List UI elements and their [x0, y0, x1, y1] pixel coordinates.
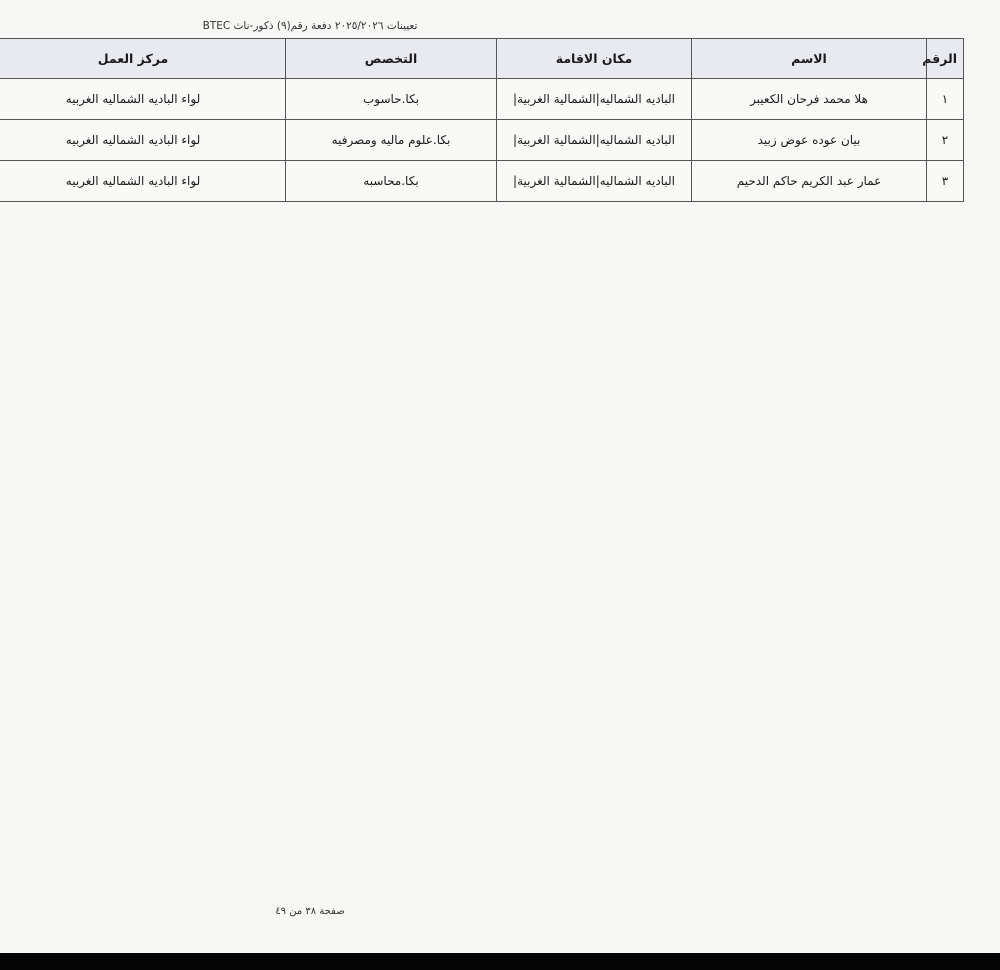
header-name: الاسم — [692, 39, 927, 79]
cell-specialization: بكا.علوم ماليه ومصرفيه — [286, 120, 497, 161]
cell-residence: الباديه الشماليه|الشمالية الغربية| — [497, 120, 692, 161]
table-row — [0, 120, 964, 161]
cell-residence: الباديه الشماليه|الشمالية الغربية| — [497, 79, 692, 120]
cell-work-center: لواء الباديه الشماليه الغربيه — [0, 161, 286, 202]
cell-number: ٣ — [927, 161, 964, 202]
cell-name: بيان عوده عوض زبيد — [692, 120, 927, 161]
cell-work-center: لواء الباديه الشماليه الغربيه — [0, 120, 286, 161]
header-residence: مكان الاقامة — [497, 39, 692, 79]
cell-number: ٢ — [927, 120, 964, 161]
cell-specialization: بكا.محاسبه — [286, 161, 497, 202]
header-number: الرقم — [927, 39, 964, 79]
document-title: تعيينات ٢٠٢٥/٢٠٢٦ دفعة رقم(٩) ذكور-ناث BTEC — [202, 20, 418, 32]
cell-name: عمار عبد الكريم حاكم الدحيم — [692, 161, 927, 202]
table-row — [0, 161, 964, 202]
cell-residence: الباديه الشماليه|الشمالية الغربية| — [497, 161, 692, 202]
cell-work-center: لواء الباديه الشماليه الغربيه — [0, 79, 286, 120]
header-work-center: مركز العمل — [0, 39, 286, 79]
page-number-footer: صفحة ٣٨ من ٤٩ — [275, 906, 345, 917]
table-row — [0, 79, 964, 120]
table-header-row — [0, 39, 964, 79]
appointments-table — [0, 38, 964, 202]
bottom-scan-edge — [0, 953, 1000, 970]
cell-number: ١ — [927, 79, 964, 120]
cell-specialization: بكا.حاسوب — [286, 79, 497, 120]
header-specialization: التخصص — [286, 39, 497, 79]
cell-name: هلا محمد فرحان الكعيبر — [692, 79, 927, 120]
